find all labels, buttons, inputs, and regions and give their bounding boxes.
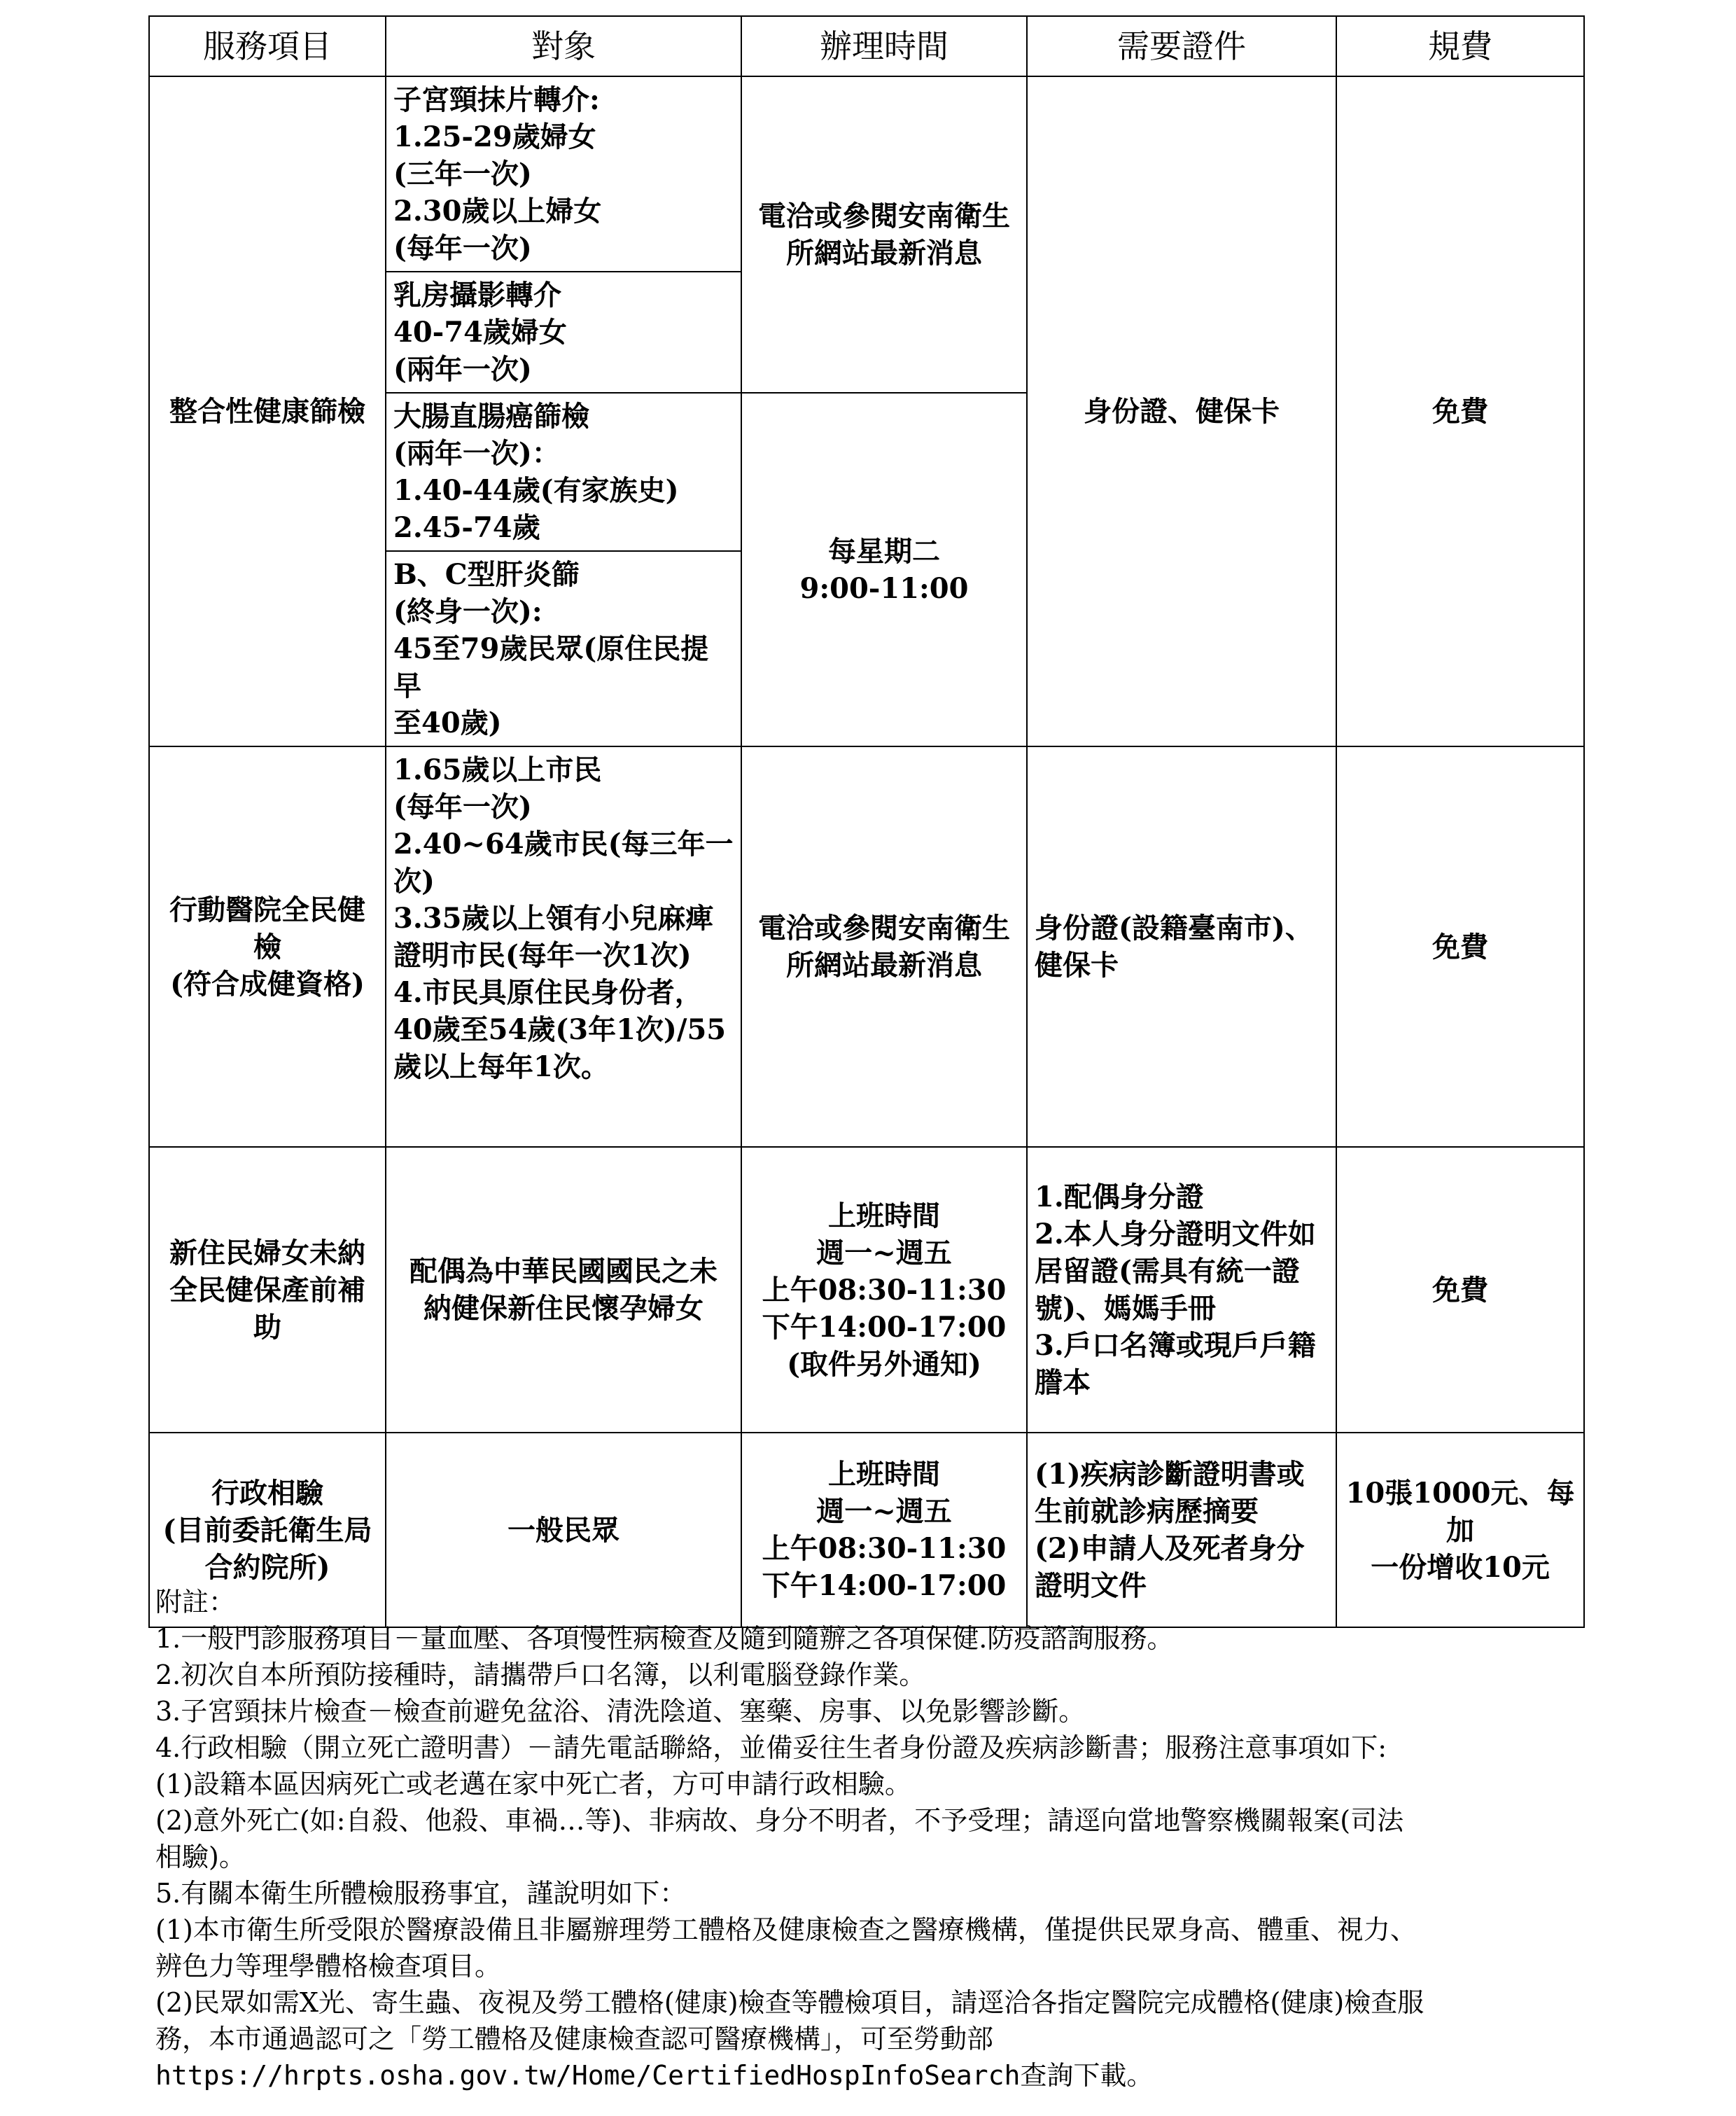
target-cell: 配偶為中華民國國民之未 納健保新住民懷孕婦女 [386,1147,741,1433]
table-row [149,1147,1584,1433]
fee-cell: 免費 [1336,1147,1584,1433]
documents-cell: (1)疾病診斷證明書或 生前就診病歷摘要 (2)申請人及死者身分 證明文件 [1027,1433,1336,1627]
header-time: 辦理時間 [741,16,1027,76]
header-documents: 需要證件 [1027,16,1336,76]
note-line: (1)本市衛生所受限於醫療設備且非屬辦理勞工體格及健康檢查之醫療機構，僅提供民眾身高、體重、視力、 辨色力等理學體格檢查項目。 [155,1914,1417,1982]
fee-cell: 免費 [1336,746,1584,1147]
note-line: 1.一般門診服務項目－量血壓、各項慢性病檢查及隨到隨辦之各項保健.防疫諮詢服務。 [155,1623,1174,1654]
notes-title: 附註： [155,1587,236,1617]
time-cell: 每星期二 9:00-11:00 [741,393,1027,746]
header-fee: 規費 [1336,16,1584,76]
target-cell: B、C型肝炎篩 (終身一次): 45至79歲民眾(原住民提早 至40歲) [386,551,741,746]
note-line: 4.行政相驗（開立死亡證明書）－請先電話聯絡，並備妥往生者身份證及疾病診斷書；服務注意事項如下: [155,1732,1387,1763]
note-url-line [155,2057,1583,2094]
table-row [149,746,1584,1147]
target-cell: 1.65歲以上市民 (每年一次) 2.40~64歲市民(每三年一 次) 3.35歲以上領有小兒麻痺 證明市民(每年一次1次) 4.市民具原住民身份者， 40歲至54歲(3年1次)/55 歲以上每年1次。 [386,746,741,1147]
fee-cell: 免費 [1336,76,1584,746]
time-cell: 上班時間 週一~週五 上午08:30-11:30 下午14:00-17:00 [741,1433,1027,1627]
note-line: (2)民眾如需X光、寄生蟲、夜視及勞工體格(健康)檢查等體檢項目，請逕洽各指定醫院完成體格(健康)檢查服 務，本市通過認可之「勞工體格及健康檢查認可醫療機構」，可至勞動部 [155,1987,1424,2054]
header-service: 服務項目 [149,16,386,76]
target-cell: 乳房攝影轉介 40-74歲婦女 (兩年一次) [386,272,741,393]
services-table [148,15,1585,1628]
time-cell: 上班時間 週一~週五 上午08:30-11:30 下午14:00-17:00 (取件另外通知) [741,1147,1027,1433]
table-row [149,76,1584,272]
target-cell: 子宮頸抹片轉介: 1.25-29歲婦女 (三年一次) 2.30歲以上婦女 (每年一次) [386,76,741,272]
fee-cell: 10張1000元、每加 一份增收10元 [1336,1433,1584,1627]
time-cell: 電洽或參閱安南衛生 所網站最新消息 [741,746,1027,1147]
service-name: 整合性健康篩檢 [149,76,386,746]
url-suffix: 查詢下載。 [1020,2060,1154,2091]
time-cell: 電洽或參閱安南衛生 所網站最新消息 [741,76,1027,393]
header-target: 對象 [386,16,741,76]
service-name: 行動醫院全民健 檢 (符合成健資格) [149,746,386,1147]
documents-cell: 1.配偶身分證 2.本人身分證明文件如 居留證(需具有統一證 號)、媽媽手冊 3.戶口名簿或現戶戶籍 謄本 [1027,1147,1336,1433]
note-line: 2.初次自本所預防接種時，請攜帶戶口名簿，以利電腦登錄作業。 [155,1659,926,1690]
table-header-row [149,16,1584,76]
note-line: 3.子宮頸抹片檢查－檢查前避免盆浴、清洗陰道、塞藥、房事、以免影響診斷。 [155,1696,1086,1727]
note-line: (2)意外死亡(如:自殺、他殺、車禍…等)、非病故、身分不明者，不予受理；請逕向當地警察機關報案(司法 相驗)。 [155,1805,1404,1872]
osha-link[interactable]: https://hrpts.osha.gov.tw/Home/CertifiedHospInfoSearch [155,2060,1021,2091]
documents-cell: 身份證(設籍臺南市)、 健保卡 [1027,746,1336,1147]
notes-section [155,1584,1583,2094]
target-cell: 大腸直腸癌篩檢 (兩年一次)： 1.40-44歲(有家族史) 2.45-74歲 [386,393,741,551]
note-line: (1)設籍本區因病死亡或老邁在家中死亡者，方可申請行政相驗。 [155,1769,911,1800]
service-name: 新住民婦女未納 全民健保產前補 助 [149,1147,386,1433]
target-cell: 一般民眾 [386,1433,741,1627]
service-name: 行政相驗 (目前委託衛生局 合約院所) [149,1433,386,1627]
note-line: 5.有關本衛生所體檢服務事宜，謹說明如下： [155,1878,687,1909]
documents-cell: 身份證、健保卡 [1027,76,1336,746]
